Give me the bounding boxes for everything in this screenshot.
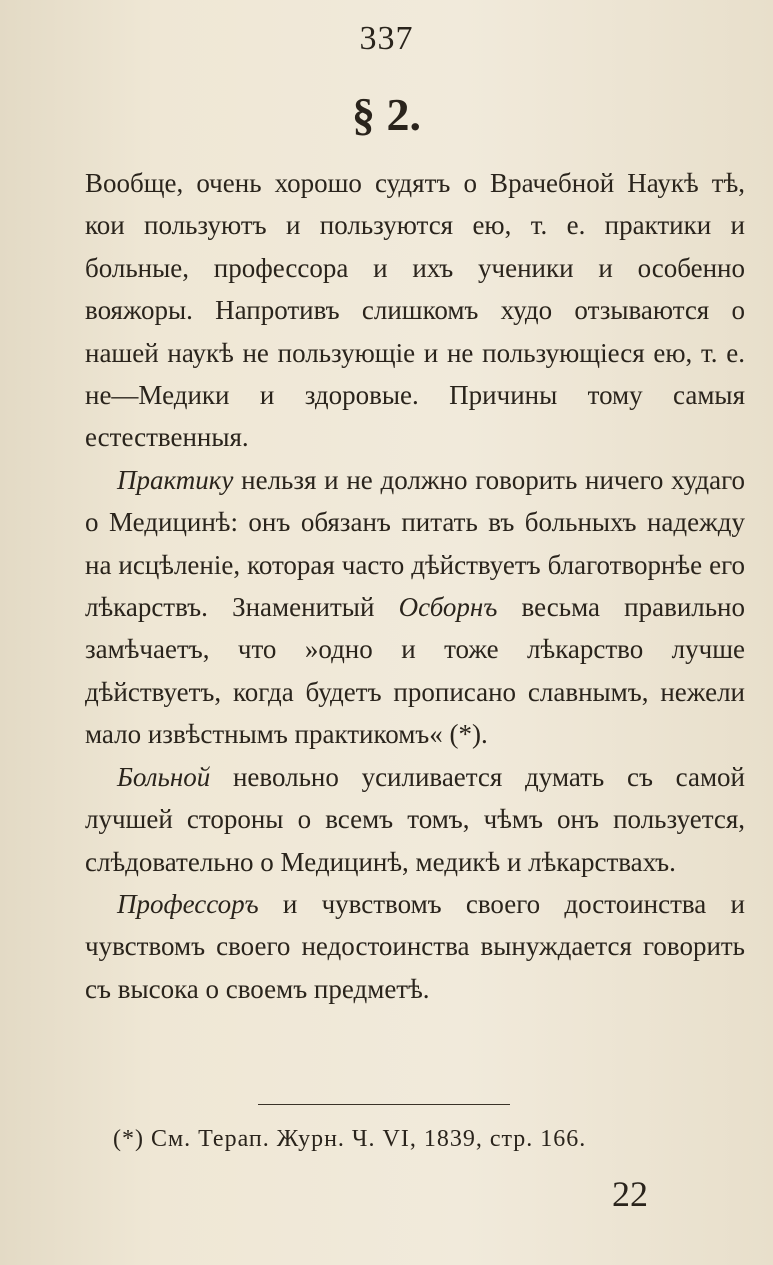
body-text — [85, 162, 745, 1010]
paragraph-text: весьма правильно замѣчаетъ, что »одно и тоже лѣкарство лучше дѣйствуетъ, когда будетъ прописано славнымъ, нежели мало извѣстнымъ практикомъ« (*). — [85, 592, 745, 750]
paragraph-professor — [85, 883, 745, 1010]
paragraph-text: невольно усиливается думать съ самой лучшей стороны о всемъ томъ, чѣмъ онъ пользуется, слѣдовательно о Медицинѣ, медикѣ и лѣкарствахъ. — [85, 761, 745, 877]
footnote: (*) См. Терап. Журн. Ч. VI, 1839, стр. 166. — [113, 1126, 587, 1152]
paragraph-general — [85, 162, 745, 459]
paragraph-text: нельзя и не должно говорить ничего худаго о Медицинѣ: онъ обязанъ питать въ больныхъ надежду на исцѣленіе, которая часто дѣйствуетъ благотворнѣе его лѣкарствъ. Знаменитый — [85, 464, 745, 623]
emphasis-patient: Больной — [117, 761, 211, 792]
page-number: 337 — [359, 20, 414, 57]
signature-mark: 22 — [612, 1174, 648, 1214]
paragraph-text: Вообще, очень хорошо судятъ о Врачебной Наукѣ тѣ, кои пользуютъ и пользуются ею, т. е. практики и больные, профессора и ихъ ученики и особенно вояжоры. Напротивъ слишкомъ худо отзываются о нашей наукѣ не пользующіе и не пользующіеся ею, т. е. не—Медики и здоровые. Причины тому самыя естественныя. — [85, 168, 745, 453]
emphasis-practitioner: Практику — [117, 464, 234, 495]
paragraph-patient — [85, 756, 745, 883]
paragraph-practitioner — [85, 459, 745, 756]
emphasis-osborne: Осборнъ — [398, 592, 498, 623]
section-title: § 2. — [352, 89, 421, 140]
footnote-divider — [258, 1104, 510, 1105]
paragraph-text: и чувствомъ своего достоинства и чувствомъ своего недостоинства вынуждается говорить съ высока о своемъ предметѣ. — [85, 888, 745, 1004]
emphasis-professor: Профессоръ — [117, 888, 259, 919]
